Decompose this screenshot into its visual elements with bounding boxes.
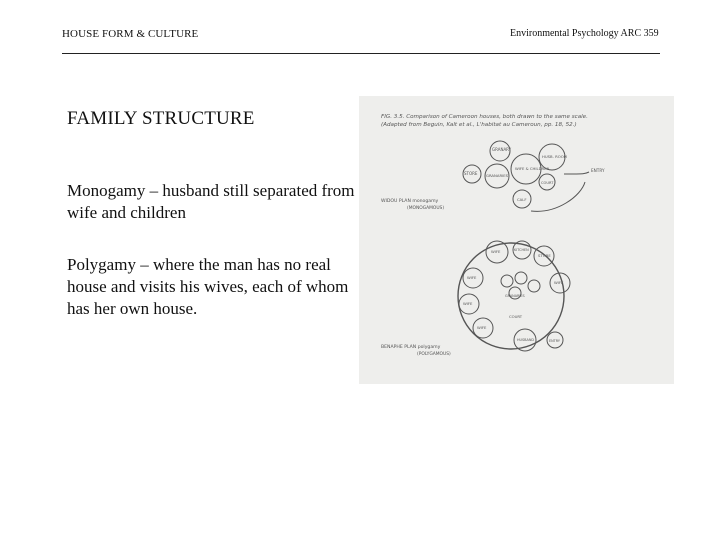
polygamy-paragraph: Polygamy – where the man has no real house and visits his wives, each of whom has her own house.	[67, 255, 349, 318]
bottom-plan-label-line-1: BENAPHE PLAN polygamy	[381, 345, 441, 350]
room-label-store: STORE	[464, 171, 478, 176]
room-label-wife-5: WIFE	[477, 325, 487, 330]
figure-caption-line-1: FIG. 3.5. Comparison of Cameroon houses, both drawn to the same scale.	[381, 114, 588, 120]
room-label-entry-b: ENTRY	[549, 339, 560, 343]
granary-2	[515, 272, 527, 284]
room-label-granaries-b: GRANARIES	[505, 294, 525, 298]
room-label-store-b: STORE	[538, 253, 551, 258]
figure-caption-line-2: (Adapted from Beguin, Kalt et al., L'habitat au Cameroun, pp. 18, 52.)	[381, 122, 577, 128]
house-plans-drawing	[359, 96, 674, 384]
enclosure-curve-top	[531, 182, 585, 211]
slide-title: FAMILY STRUCTURE	[67, 108, 255, 129]
room-label-wife-1: WIFE	[491, 249, 501, 254]
house-plans-figure	[359, 96, 674, 384]
room-label-court-top: COURT	[541, 181, 554, 185]
top-plan-label-line-1: WIDOU PLAN monogamy	[381, 199, 439, 204]
room-label-husband: HUSB. ROOM	[542, 154, 567, 159]
entry-label-top: ENTRY	[591, 168, 605, 173]
room-label-husband-b: HUSBAND	[517, 338, 534, 342]
header-right: Environmental Psychology ARC 359	[510, 28, 659, 39]
monogamy-paragraph: Monogamy – husband still separated from wife and children	[67, 181, 355, 222]
room-label-wife-4: WIFE	[554, 280, 564, 285]
room-label-calf: CALF	[517, 197, 527, 202]
room-label-wife-children: WIFE & CHILDREN	[515, 166, 550, 171]
room-label-wife-2: WIFE	[467, 275, 477, 280]
entry-arrow	[564, 172, 589, 174]
header-left: HOUSE FORM & CULTURE	[62, 28, 199, 40]
header-divider	[62, 53, 660, 54]
room-label-wife-3: WIFE	[463, 301, 473, 306]
bottom-plan-label-line-2: (POLYGAMOUS)	[417, 352, 451, 357]
room-label-court-b: COURT	[509, 314, 523, 319]
top-plan-label-line-2: (MONOGAMOUS)	[407, 206, 445, 211]
granary-3	[528, 280, 540, 292]
room-label-granary: GRANARY	[492, 147, 512, 152]
granary-1	[501, 275, 513, 287]
room-label-granaries: GRANARIES	[486, 173, 509, 178]
room-label-kitchen: KITCHEN	[514, 248, 529, 252]
